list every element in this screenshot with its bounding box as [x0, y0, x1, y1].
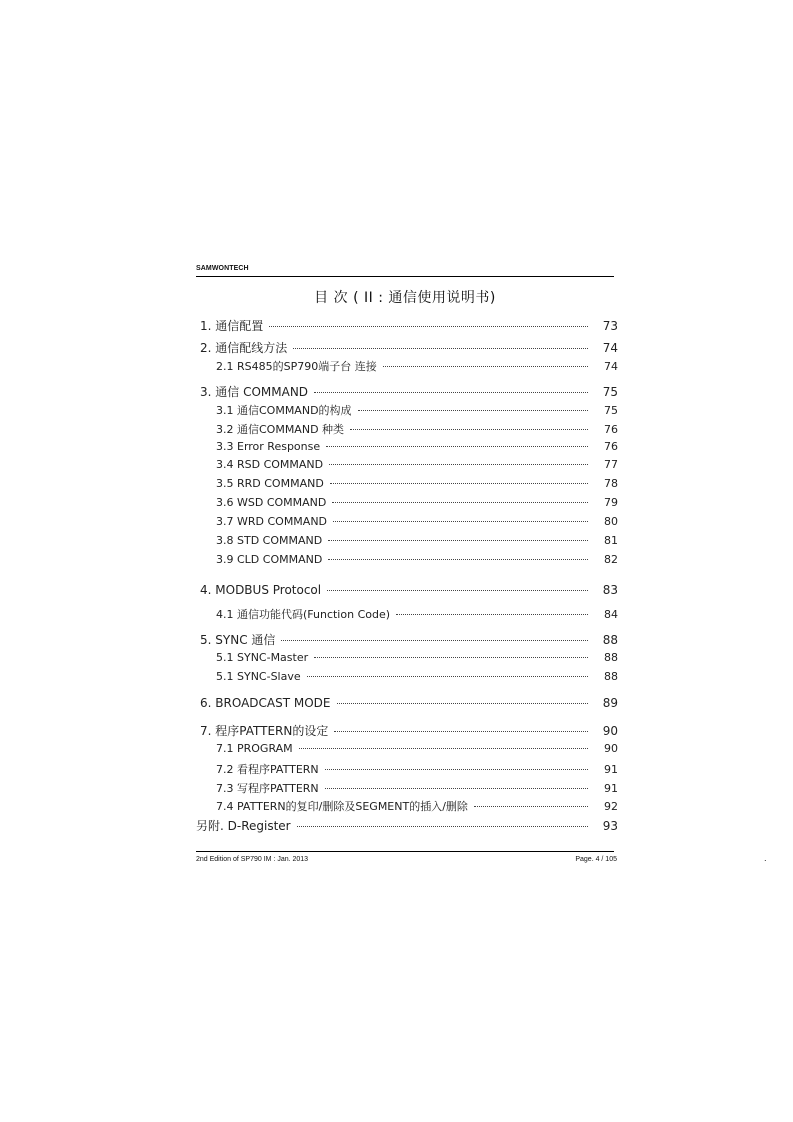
header-company: SAMWONTECH	[196, 265, 249, 272]
toc-entry	[216, 402, 618, 418]
toc-entry	[216, 761, 618, 777]
toc-leader	[337, 703, 589, 704]
toc-entry-label: 3. 通信 COMMAND	[200, 385, 309, 399]
toc-leader	[325, 769, 588, 770]
toc-leader	[328, 559, 588, 560]
toc-entry-page: 88	[604, 670, 618, 683]
toc-entry-label: 2.1 RS485的SP790端子台 连接	[216, 360, 377, 373]
toc-leader	[328, 540, 588, 541]
toc-leader	[314, 657, 588, 658]
toc-entry	[216, 651, 618, 664]
toc-entry-page: 77	[604, 458, 618, 471]
toc-entry-label: 4.1 通信功能代码(Function Code)	[216, 608, 391, 621]
toc-leader	[330, 483, 588, 484]
toc-leader	[334, 731, 588, 732]
toc-entry	[216, 780, 618, 796]
toc-entry-label: 3.6 WSD COMMAND	[216, 496, 327, 509]
toc-leader	[358, 410, 588, 411]
toc-entry-page: 82	[604, 553, 618, 566]
toc-leader	[329, 464, 588, 465]
toc-entry	[200, 631, 618, 648]
footer-page-number: Page. 4 / 105	[575, 856, 617, 863]
toc-entry	[216, 458, 618, 471]
toc-entry	[216, 742, 618, 755]
toc-entry-page: 76	[604, 423, 618, 436]
toc-entry-label: 5.1 SYNC-Master	[216, 651, 309, 664]
toc-entry-label: 5.1 SYNC-Slave	[216, 670, 301, 683]
toc-leader	[299, 748, 588, 749]
toc-entry	[216, 606, 618, 622]
toc-entry	[200, 317, 618, 334]
toc-entry-label: 3.8 STD COMMAND	[216, 534, 323, 547]
toc-leader	[297, 826, 588, 827]
toc-entry	[200, 383, 618, 400]
toc-entry-page: 79	[604, 496, 618, 509]
toc-entry-page: 93	[602, 819, 618, 833]
toc-entry-label: 1. 通信配置	[200, 319, 264, 333]
toc-leader	[474, 806, 588, 807]
toc-entry-page: 91	[604, 763, 618, 776]
toc-entry	[216, 358, 618, 374]
toc-entry	[216, 440, 618, 453]
toc-entry-page: 80	[604, 515, 618, 528]
toc-entry-page: 83	[602, 583, 618, 597]
toc-entry	[200, 339, 618, 356]
toc-entry-page: 74	[604, 360, 618, 373]
toc-entry-label: 3.1 通信COMMAND的构成	[216, 404, 352, 417]
toc-leader	[326, 446, 588, 447]
toc-leader	[333, 521, 588, 522]
toc-entry-label: 7. 程序PATTERN的设定	[200, 724, 329, 738]
toc-entry-page: 92	[604, 800, 618, 813]
stray-dot: .	[764, 854, 767, 863]
toc-entry	[216, 534, 618, 547]
toc-entry-page: 78	[604, 477, 618, 490]
toc-leader	[327, 590, 588, 591]
footer-edition: 2nd Edition of SP790 IM : Jan. 2013	[196, 856, 309, 863]
toc-entry-label: 3.2 通信COMMAND 种类	[216, 423, 345, 436]
toc-entry-page: 90	[604, 742, 618, 755]
toc-entry-page: 75	[604, 404, 618, 417]
toc-leader	[383, 366, 588, 367]
toc-entry-page: 88	[604, 651, 618, 664]
toc-entry-label: 7.4 PATTERN的复印/删除及SEGMENT的插入/删除	[216, 800, 468, 813]
toc-entry-label: 2. 通信配线方法	[200, 341, 288, 355]
toc-entry-label: 3.5 RRD COMMAND	[216, 477, 324, 490]
toc-leader	[269, 326, 588, 327]
toc-entry-page: 84	[604, 608, 618, 621]
toc-entry	[216, 798, 618, 814]
toc-leader	[396, 614, 588, 615]
toc-entry	[196, 817, 618, 834]
toc-entry-page: 81	[604, 534, 618, 547]
header-rule	[196, 276, 614, 277]
toc-leader	[350, 429, 588, 430]
toc-entry-label: 3.4 RSD COMMAND	[216, 458, 324, 471]
toc-entry-label: 6. BROADCAST MODE	[200, 696, 331, 710]
toc-entry	[216, 515, 618, 528]
toc-entry-label: 3.9 CLD COMMAND	[216, 553, 323, 566]
toc-entry	[216, 477, 618, 490]
toc-entry	[200, 696, 618, 710]
toc-entry-label: 另附. D-Register	[196, 819, 291, 833]
toc-entry-page: 74	[602, 341, 618, 355]
toc-entry	[216, 421, 618, 437]
toc-entry	[200, 583, 618, 597]
toc-leader	[332, 502, 588, 503]
toc-entry-label: 3.7 WRD COMMAND	[216, 515, 328, 528]
toc-leader	[325, 788, 588, 789]
toc-entry-label: 3.3 Error Response	[216, 440, 321, 453]
toc-entry-label: 5. SYNC 通信	[200, 633, 276, 647]
toc-entry	[200, 722, 618, 739]
toc-entry-label: 7.2 看程序PATTERN	[216, 763, 319, 776]
toc-leader	[307, 676, 588, 677]
toc-entry-label: 4. MODBUS Protocol	[200, 583, 322, 597]
toc-entry-page: 73	[602, 319, 618, 333]
toc-entry-page: 91	[604, 782, 618, 795]
footer-rule	[196, 851, 614, 852]
toc-leader	[293, 348, 588, 349]
toc-entry-page: 89	[602, 696, 618, 710]
toc-entry-page: 76	[604, 440, 618, 453]
page-title: 目 次 ( II : 通信使用说明书)	[314, 290, 496, 306]
toc-entry	[216, 496, 618, 509]
toc-entry-label: 7.3 写程序PATTERN	[216, 782, 319, 795]
toc-entry	[216, 670, 618, 683]
toc-entry	[216, 553, 618, 566]
toc-entry-label: 7.1 PROGRAM	[216, 742, 293, 755]
toc-entry-page: 88	[602, 633, 618, 647]
toc-leader	[281, 640, 588, 641]
toc-entry-page: 90	[602, 724, 618, 738]
toc-leader	[314, 392, 588, 393]
toc-entry-page: 75	[602, 385, 618, 399]
